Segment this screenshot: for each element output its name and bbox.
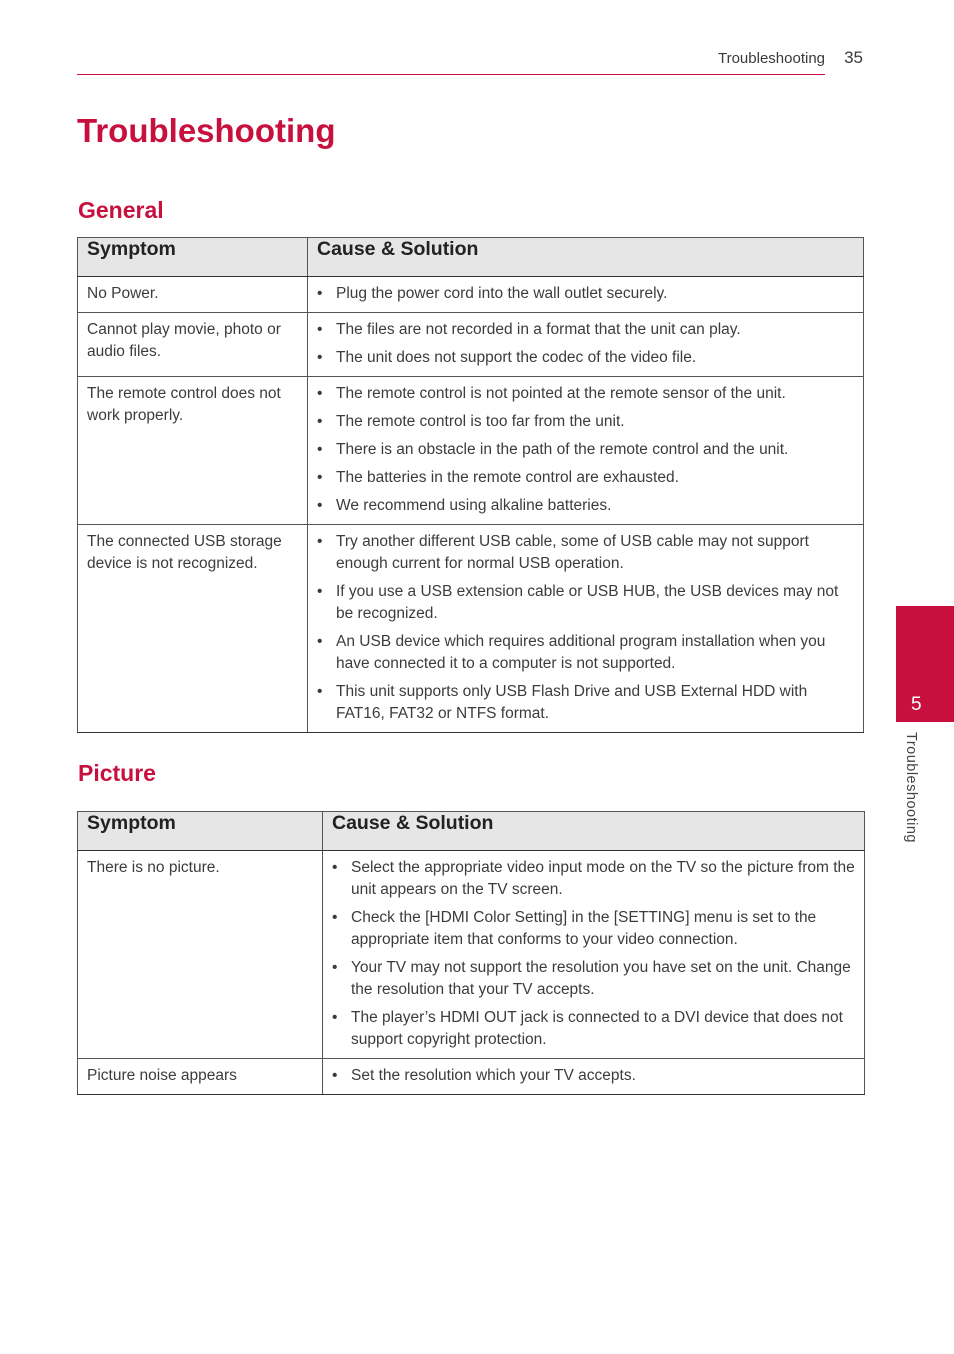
- solution-item: • Select the appropriate video input mode on the TV so the picture from the unit appears on the TV screen.: [332, 857, 855, 901]
- table-header-row: [78, 238, 864, 277]
- table-row: [78, 377, 864, 525]
- column-header-cause-solution: Cause & Solution: [308, 238, 864, 277]
- solution-item: • The files are not recorded in a format that the unit can play.: [317, 319, 854, 341]
- table-row: [78, 1059, 865, 1095]
- chapter-side-label: Troubleshooting: [903, 732, 919, 843]
- solution-list: [317, 383, 854, 517]
- table-row: [78, 525, 864, 733]
- solution-list: [317, 283, 854, 305]
- column-header-cause-solution: Cause & Solution: [323, 812, 865, 851]
- solution-cell: [323, 1059, 865, 1095]
- solution-item: • The unit does not support the codec of the video file.: [317, 347, 854, 369]
- symptom-cell: There is no picture.: [78, 851, 323, 1059]
- solution-cell: [308, 277, 864, 313]
- page-number: 35: [844, 48, 863, 67]
- symptom-cell: The connected USB storage device is not recognized.: [78, 525, 308, 733]
- solution-item: • There is an obstacle in the path of the remote control and the unit.: [317, 439, 854, 461]
- solution-list: [317, 531, 854, 725]
- solution-cell: [308, 313, 864, 377]
- table-row: [78, 313, 864, 377]
- solution-list: [332, 1065, 855, 1087]
- solution-list: [317, 319, 854, 369]
- solution-item: • Your TV may not support the resolution you have set on the unit. Change the resolution that your TV accepts.: [332, 957, 855, 1001]
- solution-item: • We recommend using alkaline batteries.: [317, 495, 854, 517]
- table-header-row: [78, 812, 865, 851]
- solution-cell: [308, 525, 864, 733]
- table-row: [78, 851, 865, 1059]
- chapter-number: 5: [911, 694, 922, 715]
- column-header-symptom: Symptom: [78, 238, 308, 277]
- solution-item: • The player’s HDMI OUT jack is connected to a DVI device that does not support copyright protection.: [332, 1007, 855, 1051]
- header-rule: [77, 74, 825, 75]
- solution-item: • Try another different USB cable, some of USB cable may not support enough current for normal USB operation.: [317, 531, 854, 575]
- section-heading-picture: Picture: [78, 760, 156, 786]
- solution-item: • An USB device which requires additional program installation when you have connected it to a computer is not supported.: [317, 631, 854, 675]
- solution-item: • The batteries in the remote control are exhausted.: [317, 467, 854, 489]
- solution-item: • The remote control is too far from the unit.: [317, 411, 854, 433]
- solution-item: • Check the [HDMI Color Setting] in the [SETTING] menu is set to the appropriate item that conforms to your video connection.: [332, 907, 855, 951]
- symptom-cell: Cannot play movie, photo or audio files.: [78, 313, 308, 377]
- solution-item: • The remote control is not pointed at the remote sensor of the unit.: [317, 383, 854, 405]
- solution-cell: [308, 377, 864, 525]
- solution-item: • Set the resolution which your TV accepts.: [332, 1065, 855, 1087]
- symptom-cell: No Power.: [78, 277, 308, 313]
- solution-cell: [323, 851, 865, 1059]
- solution-item: • Plug the power cord into the wall outlet securely.: [317, 283, 854, 305]
- chapter-tab: [896, 606, 954, 722]
- page-title: Troubleshooting: [77, 112, 336, 149]
- running-header: [77, 48, 863, 76]
- table-row: [78, 277, 864, 313]
- picture-table: [77, 811, 865, 1095]
- solution-list: [332, 857, 855, 1051]
- solution-item: • This unit supports only USB Flash Drive and USB External HDD with FAT16, FAT32 or NTFS format.: [317, 681, 854, 725]
- general-table: [77, 237, 864, 733]
- symptom-cell: The remote control does not work properly.: [78, 377, 308, 525]
- symptom-cell: Picture noise appears: [78, 1059, 323, 1095]
- section-heading-general: General: [78, 197, 164, 223]
- solution-item: • If you use a USB extension cable or USB HUB, the USB devices may not be recognized.: [317, 581, 854, 625]
- column-header-symptom: Symptom: [78, 812, 323, 851]
- header-section-name: Troubleshooting: [717, 50, 825, 67]
